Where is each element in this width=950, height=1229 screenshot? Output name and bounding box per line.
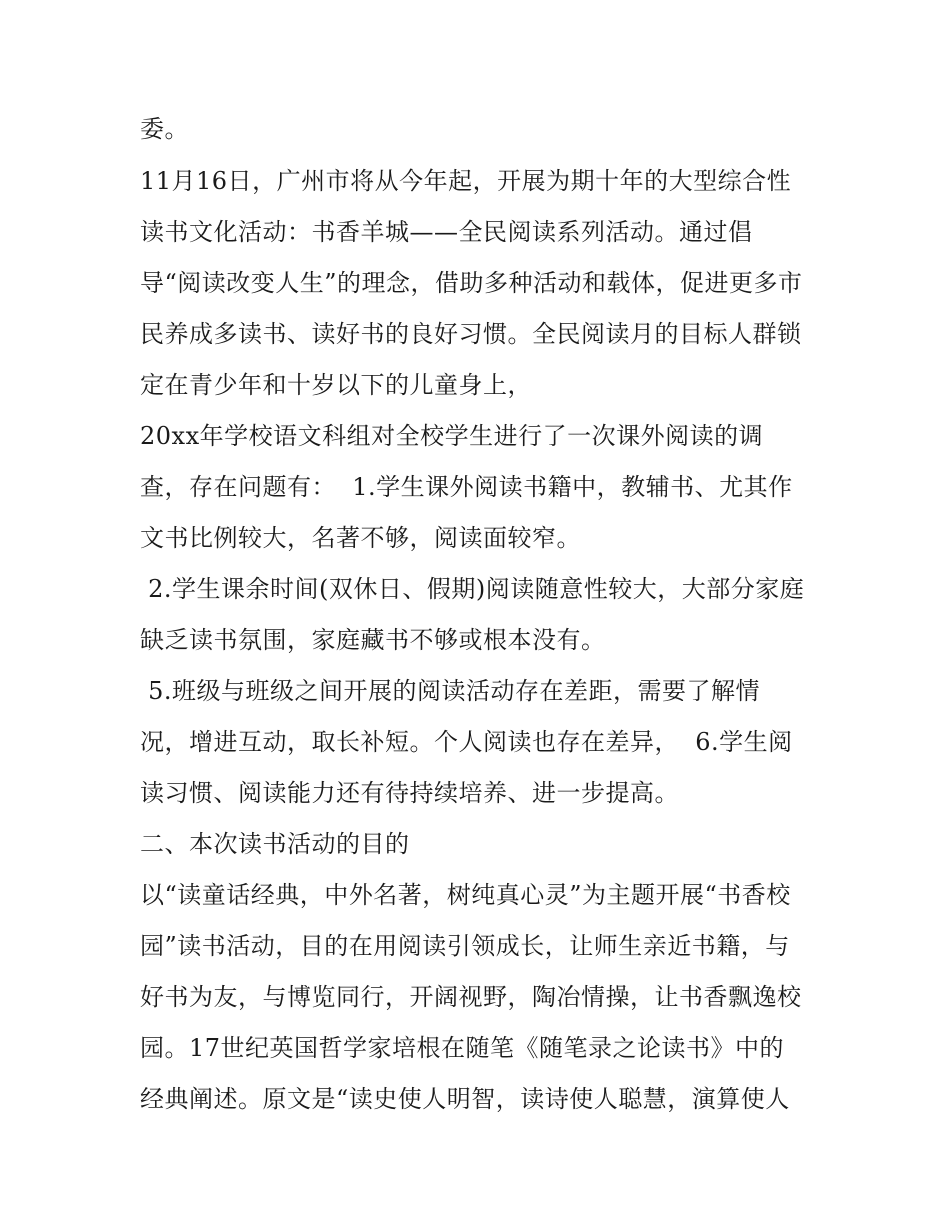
text-line: 民养成多读书、读好书的良好习惯。全民阅读月的目标人群锁 bbox=[140, 320, 802, 348]
text-line: 20xx年学校语文科组对全校学生进行了一次课外阅读的调 bbox=[140, 422, 764, 450]
text-line: 读书文化活动：书香羊城——全民阅读系列活动。通过倡 bbox=[140, 218, 753, 246]
text-line: 况，增进互动，取长补短。个人阅读也存在差异， 6.学生阅 bbox=[140, 728, 793, 756]
text-line: 好书为友，与博览同行，开阔视野，陶冶情操，让书香飘逸校 bbox=[140, 983, 802, 1011]
text-line: 定在青少年和十岁以下的儿童身上， bbox=[140, 371, 532, 399]
text-line: 读习惯、阅读能力还有待持续培养、进一步提高。 bbox=[140, 779, 679, 807]
text-line: 二、本次读书活动的目的 bbox=[140, 830, 410, 858]
text-line: 5.班级与班级之间开展的阅读活动存在差距，需要了解情 bbox=[140, 677, 761, 705]
text-line: 缺乏读书氛围，家庭藏书不够或根本没有。 bbox=[140, 626, 606, 654]
text-line: 文书比例较大，名著不够，阅读面较窄。 bbox=[140, 524, 581, 552]
text-line: 园”读书活动，目的在用阅读引领成长，让师生亲近书籍，与 bbox=[140, 932, 790, 960]
text-line: 11月16日，广州市将从今年起，开展为期十年的大型综合性 bbox=[140, 167, 792, 195]
text-line: 园。17世纪英国哲学家培根在随笔《随笔录之论读书》中的 bbox=[140, 1034, 785, 1062]
text-line: 导“阅读改变人生”的理念，借助多种活动和载体，促进更多市 bbox=[140, 269, 803, 297]
text-line: 查，存在问题有： 1.学生课外阅读书籍中，教辅书、尤其作 bbox=[140, 473, 793, 501]
text-line: 以“读童话经典，中外名著，树纯真心灵”为主题开展“书香校 bbox=[140, 881, 791, 909]
text-line: 经典阐述。原文是“读史使人明智，读诗使人聪慧，演算使人 bbox=[140, 1085, 790, 1113]
text-line: 委。 bbox=[140, 115, 189, 143]
text-line: 2.学生课余时间(双休日、假期)阅读随意性较大，大部分家庭 bbox=[140, 575, 805, 603]
